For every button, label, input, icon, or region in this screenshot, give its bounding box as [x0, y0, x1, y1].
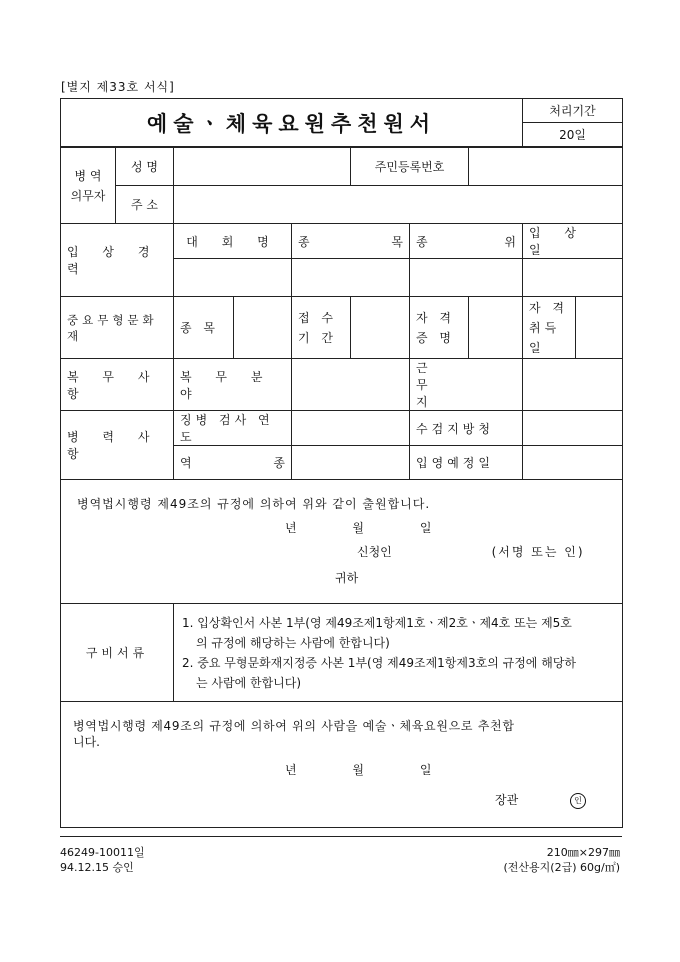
application-date-day: 일: [419, 521, 432, 535]
awards-col-rank-a: 종: [416, 234, 428, 249]
seal-mark: 인: [570, 793, 586, 809]
cultural-period-label-2: 기 간: [298, 330, 337, 345]
awards-rank-field[interactable]: [410, 259, 523, 297]
cultural-label: 중요무형문화재: [61, 297, 174, 359]
awards-competition-field[interactable]: [174, 259, 292, 297]
awards-col-competition: 대 회 명: [174, 224, 292, 259]
form-number-label: [별지 제33호 서식]: [61, 80, 175, 94]
exam-office-label: 수검지방청: [410, 411, 523, 446]
rrn-field[interactable]: [469, 148, 623, 186]
documents-item-2-cont: 는 사람에 한합니다): [196, 675, 302, 690]
recommendation-date: [73, 760, 612, 780]
recommendation-statement-1: 병역법시행령 제49조의 규정에 의하여 위의 사람을 예술ㆍ체육요원으로 추천합: [73, 719, 515, 733]
application-block: [61, 480, 623, 604]
footer-left: [60, 845, 145, 875]
cultural-acq-label-1: 자 격: [529, 300, 569, 315]
military-label: 병 력 사 항: [61, 411, 174, 480]
service-field-value[interactable]: [292, 359, 410, 411]
cultural-period-label-1: 접 수: [298, 310, 337, 325]
name-label: 성 명: [116, 148, 174, 186]
cultural-cert-label-1: 자 격: [416, 310, 456, 325]
awards-col-event-b: 목: [391, 234, 404, 249]
exam-year-field[interactable]: [292, 411, 410, 446]
recommendation-block: [61, 702, 623, 828]
conscript-label-line2: 의무자: [70, 188, 106, 203]
enlist-date-field[interactable]: [523, 446, 623, 480]
awards-col-event-a: 종: [298, 234, 310, 249]
main-form-table: [60, 147, 623, 828]
workplace-field[interactable]: [523, 359, 623, 411]
footer-paper: (전산용지(2급) 60g/㎡): [503, 861, 620, 874]
cultural-type-field[interactable]: [234, 297, 292, 359]
cultural-period-label: [292, 297, 351, 359]
awards-label: 입 상 경 력: [61, 224, 174, 297]
cultural-acq-label-2: 취득일: [529, 320, 561, 355]
awards-col-rank-b: 위: [504, 234, 517, 249]
cultural-type-label: 종 목: [174, 297, 234, 359]
rrn-label: 주민등록번호: [351, 148, 469, 186]
cultural-cert-label-2: 증 명: [416, 330, 456, 345]
cultural-acq-label: [523, 297, 576, 359]
service-type-label-a: 역: [180, 456, 192, 470]
cultural-period-field[interactable]: [351, 297, 410, 359]
authority-sign-line: [73, 790, 612, 810]
address-field[interactable]: [174, 186, 623, 224]
footer-code: 46249-10011일: [60, 846, 145, 859]
service-type-label: [174, 446, 292, 480]
recommendation-date-year: 년: [285, 763, 297, 777]
applicant-sign-line: [77, 542, 606, 562]
awards-col-date: 입 상 일: [523, 224, 623, 259]
applicant-label: 신청인: [357, 545, 392, 559]
service-label: 복 무 사 항: [61, 359, 174, 411]
footer-rule: [60, 836, 622, 837]
cultural-acq-field[interactable]: [576, 297, 623, 359]
recommendation-date-month: 월: [352, 763, 365, 777]
exam-year-label: 징병 검사 연도: [174, 411, 292, 446]
documents-label: 구비서류: [61, 604, 174, 702]
recommendation-statement-2: 니다.: [73, 735, 100, 749]
workplace-label: 근 무 지: [410, 359, 523, 411]
exam-office-field[interactable]: [523, 411, 623, 446]
conscript-label-line1: 병 역: [74, 168, 102, 183]
conscript-group-label: [61, 148, 116, 224]
title-table: [60, 98, 623, 147]
enlist-date-label: 입영예정일: [410, 446, 523, 480]
awards-date-field[interactable]: [523, 259, 623, 297]
service-field-label: 복 무 분 야: [174, 359, 292, 411]
footer-size: 210㎜×297㎜: [546, 846, 620, 859]
footer-right: [504, 845, 620, 875]
application-statement: 병역법시행령 제49조의 규정에 의하여 위와 같이 출원합니다.: [77, 497, 431, 511]
form-title: 예술ㆍ체육요원추천원서: [61, 99, 523, 147]
recommendation-date-day: 일: [419, 763, 432, 777]
authority-label: 장관: [495, 793, 519, 807]
service-type-label-b: 종: [273, 456, 285, 470]
address-label: 주 소: [116, 186, 174, 224]
documents-list: [174, 604, 623, 702]
application-date: [77, 518, 606, 538]
awards-col-event: [292, 224, 410, 259]
processing-period-value: 20일: [523, 123, 623, 147]
cultural-cert-field[interactable]: [469, 297, 523, 359]
application-date-month: 월: [352, 521, 365, 535]
applicant-sign-hint: (서명 또는 인): [491, 545, 585, 559]
service-type-field[interactable]: [292, 446, 410, 480]
documents-item-2: 2. 중요 무형문화재지정증 사본 1부(영 제49조제1항제3호의 규정에 해당하: [182, 655, 576, 670]
awards-col-rank: [410, 224, 523, 259]
awards-event-field[interactable]: [292, 259, 410, 297]
application-date-year: 년: [285, 521, 297, 535]
footer-approval: 94.12.15 승인: [60, 861, 134, 874]
documents-item-1-cont: 의 규정에 해당하는 사람에 한합니다): [196, 635, 390, 650]
addressee: 귀하: [335, 571, 359, 585]
documents-item-1: 1. 입상확인서 사본 1부(영 제49조제1항제1호ㆍ제2호ㆍ제4호 또는 제5호: [182, 615, 572, 630]
cultural-cert-label: [410, 297, 469, 359]
name-field[interactable]: [174, 148, 351, 186]
processing-period-label: 처리기간: [523, 99, 623, 123]
